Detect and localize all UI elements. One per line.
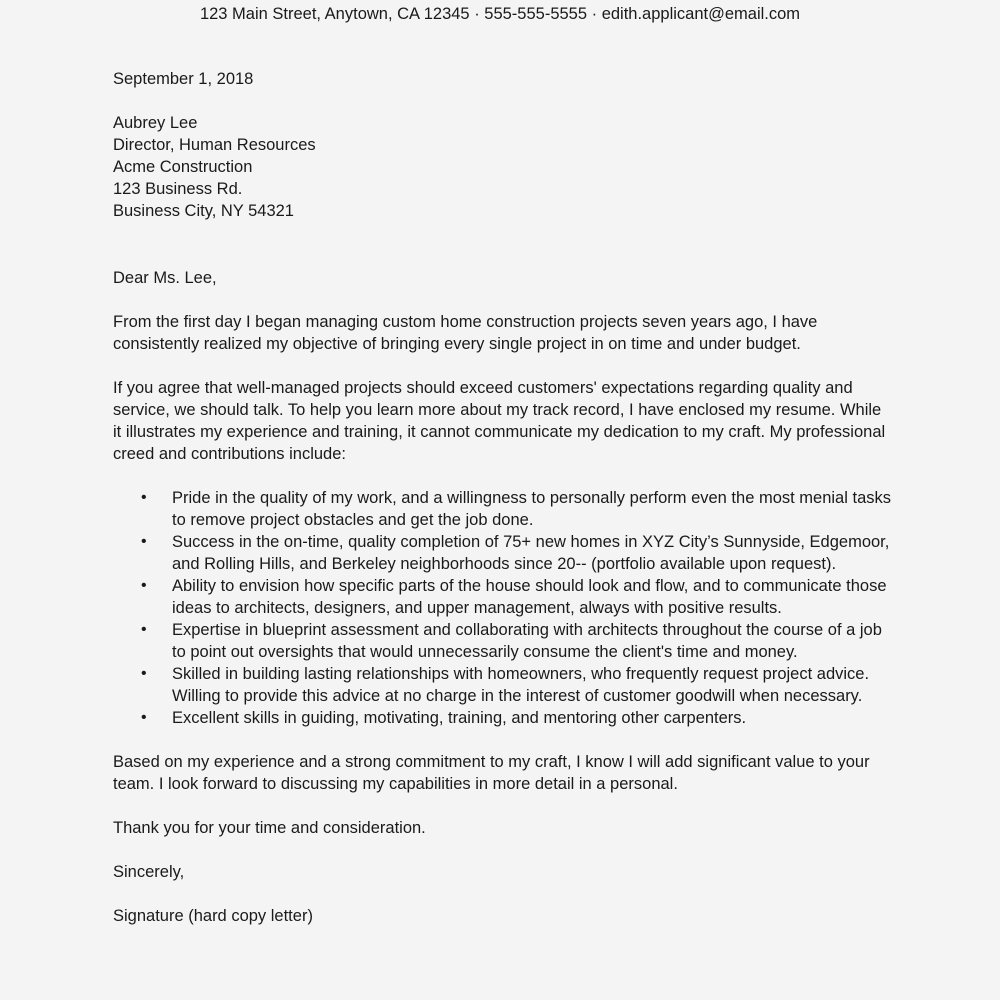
paragraph-enclosed-resume: If you agree that well-managed projects should exceed customers' expectations regarding quality and service, we should talk. To help you learn more about my track record, I have enclosed my resume. While it illustrates my experience and training, it cannot communicate my dedication to my craft. My professional creed and contributions include: (113, 379, 886, 463)
bullet-icon: • (141, 533, 147, 550)
recipient-name: Aubrey Lee (113, 114, 198, 132)
recipient-title: Director, Human Resources (113, 136, 316, 154)
paragraph-value: Based on my experience and a strong commitment to my craft, I know I will add significant value to your team. I look forward to discussing my capabilities in more detail in a personal. (113, 753, 870, 793)
list-item-text: Pride in the quality of my work, and a willingness to personally perform even the most menial tasks to remove project obstacles and get the job done. (172, 489, 891, 529)
paragraph-thanks: Thank you for your time and consideration. (113, 819, 426, 837)
signature: Signature (hard copy letter) (113, 907, 313, 925)
letter-date: September 1, 2018 (113, 70, 254, 88)
bullet-icon: • (141, 489, 147, 506)
bullet-icon: • (141, 621, 147, 638)
list-item (113, 619, 893, 663)
list-item (113, 707, 893, 729)
header-contact-line: 123 Main Street, Anytown, CA 12345 · 555-555-5555 · edith.applicant@email.com (199, 5, 801, 23)
list-item-text: Expertise in blueprint assessment and collaborating with architects throughout the course of a job to point out oversights that would unnecessarily consume the client's time and money. (172, 621, 882, 661)
list-item-text: Ability to envision how specific parts of the house should look and flow, and to communicate those ideas to architects, designers, and upper management, always with positive results. (172, 577, 887, 617)
list-item (113, 531, 893, 575)
recipient-city-state-zip: Business City, NY 54321 (113, 202, 294, 220)
paragraph-intro: From the first day I began managing custom home construction projects seven years ago, I have consistently realized my objective of bringing every single project in on time and under budget. (113, 313, 818, 353)
list-item (113, 487, 893, 531)
bullet-icon: • (141, 665, 147, 682)
list-item (113, 575, 893, 619)
recipient-street: 123 Business Rd. (113, 180, 243, 198)
recipient-company: Acme Construction (113, 158, 253, 176)
contributions-list (113, 487, 893, 729)
letter-body (113, 68, 893, 927)
salutation: Dear Ms. Lee, (113, 269, 217, 287)
bullet-icon: • (141, 709, 147, 726)
closing: Sincerely, (113, 863, 185, 881)
list-item-text: Skilled in building lasting relationships with homeowners, who frequently request project advice. Willing to provide this advice at no charge in the interest of customer goodwill when necessary. (172, 665, 870, 705)
recipient-block (113, 112, 893, 222)
list-item-text: Excellent skills in guiding, motivating, training, and mentoring other carpenters. (172, 709, 747, 727)
bullet-icon: • (141, 577, 147, 594)
list-item (113, 663, 893, 707)
list-item-text: Success in the on-time, quality completion of 75+ new homes in XYZ City’s Sunnyside, Edgemoor, and Rolling Hills, and Berkeley neighborhoods since 20-- (portfolio available upon request). (172, 533, 890, 573)
